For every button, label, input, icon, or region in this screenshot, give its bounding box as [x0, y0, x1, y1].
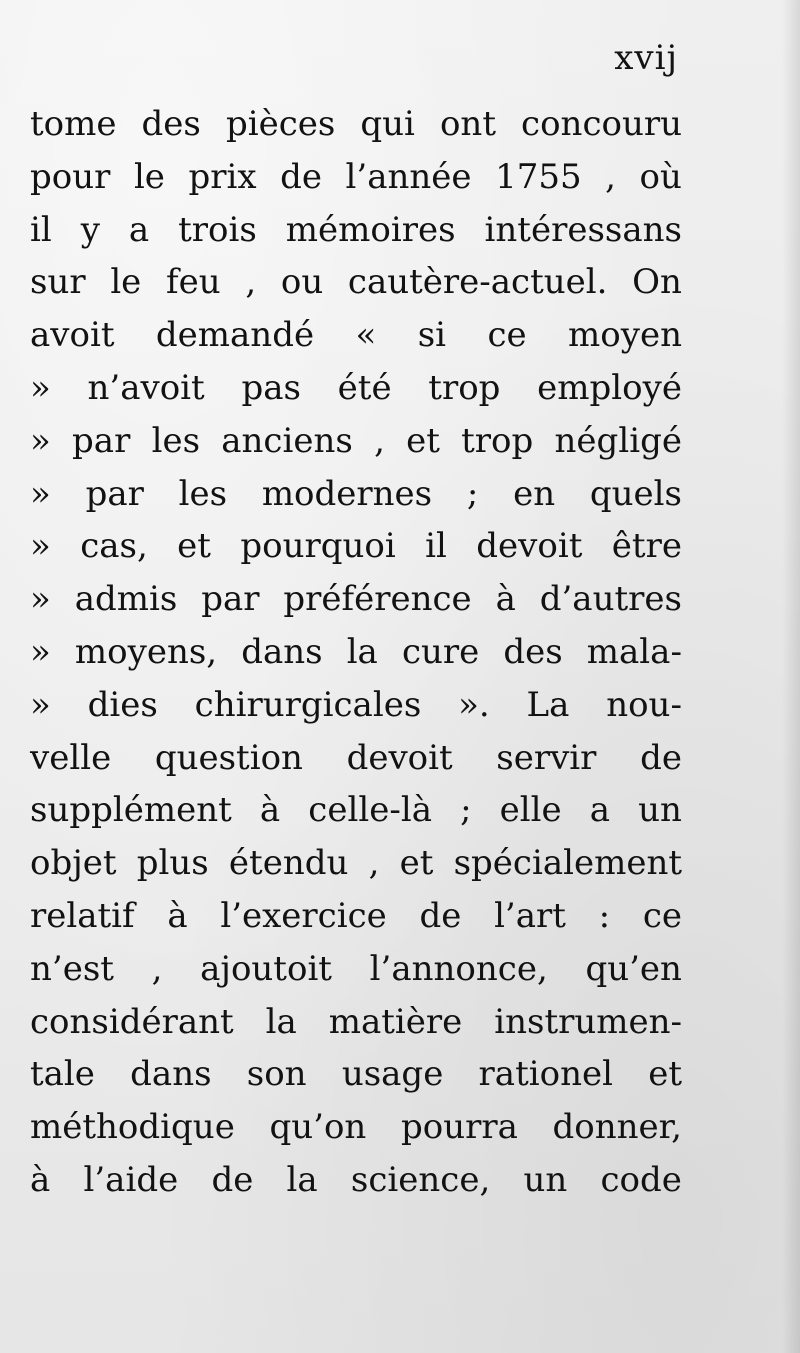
word: ce	[487, 315, 527, 356]
word: sur	[30, 262, 86, 303]
word: n’est	[30, 948, 114, 989]
word: «	[355, 315, 377, 356]
word: intéressans	[484, 209, 682, 250]
word: la	[346, 631, 378, 672]
page-edge-shadow	[782, 0, 800, 1353]
word: méthodique	[30, 1107, 235, 1148]
word: trois	[178, 209, 257, 250]
text-line	[30, 996, 682, 1049]
word: plus	[136, 843, 209, 884]
word: relatif	[30, 895, 135, 936]
word: »	[30, 526, 51, 567]
word: qu’on	[269, 1107, 367, 1148]
word: pour	[30, 156, 111, 197]
word: supplément	[30, 790, 232, 831]
word: l’aide	[83, 1159, 179, 1200]
text-line	[30, 890, 682, 943]
word: modernes	[261, 473, 433, 514]
text-line	[30, 573, 682, 626]
word: considérant	[30, 1001, 234, 1042]
word: science,	[350, 1159, 491, 1200]
word: négligé	[554, 420, 682, 461]
text-line	[30, 362, 682, 415]
word: étendu	[228, 843, 349, 884]
word: et	[177, 526, 211, 567]
word: en	[513, 473, 556, 514]
word: spécialement	[453, 843, 682, 884]
word: des	[141, 104, 201, 144]
word: trop	[428, 367, 501, 408]
word: n’avoit	[87, 367, 205, 408]
text-line	[30, 732, 682, 785]
word: code	[600, 1159, 682, 1200]
text-line	[30, 415, 682, 468]
word: a	[128, 209, 150, 250]
word: la	[265, 1001, 297, 1042]
word: mémoires	[285, 209, 456, 250]
word: servir	[496, 737, 597, 778]
word: de	[640, 737, 682, 778]
word: et	[399, 843, 434, 884]
word: ;	[460, 790, 472, 831]
word: à	[259, 790, 281, 831]
word: »	[30, 420, 51, 461]
page-number: xvij	[614, 38, 678, 78]
word: été	[337, 367, 392, 408]
word: préférence	[283, 579, 472, 620]
word: devoit	[476, 526, 583, 567]
word: ont	[439, 104, 496, 144]
word: employé	[537, 367, 682, 408]
word: par	[72, 420, 131, 461]
text-line	[30, 1048, 682, 1101]
word: il	[425, 526, 447, 567]
word: par	[201, 579, 260, 620]
word: ajoutoit	[200, 948, 332, 989]
word: On	[632, 262, 682, 303]
word: concouru	[521, 104, 682, 144]
word: cure	[401, 631, 480, 672]
word: mala-	[586, 631, 682, 672]
word: ;	[466, 473, 479, 514]
text-line	[30, 520, 682, 573]
word: des	[503, 631, 563, 672]
text-line	[30, 468, 682, 521]
word: feu	[166, 262, 221, 303]
word: l’exercice	[220, 895, 387, 936]
word: ,	[368, 843, 380, 884]
word: son	[246, 1054, 307, 1095]
word: de	[211, 1159, 254, 1200]
word: ce	[642, 895, 682, 936]
word: usage	[341, 1054, 444, 1095]
word: dans	[130, 1054, 212, 1095]
word: cautère-actuel.	[347, 262, 608, 303]
word: velle	[30, 737, 112, 778]
word: donner,	[552, 1107, 682, 1148]
word: à	[495, 579, 516, 620]
word: ,	[605, 156, 616, 197]
word: il	[30, 209, 52, 250]
word: devoit	[346, 737, 453, 778]
word: un	[523, 1159, 568, 1200]
word: ».	[458, 684, 490, 725]
text-line	[30, 626, 682, 679]
word: quels	[589, 473, 682, 514]
word: dans	[241, 631, 323, 672]
word: celle-là	[308, 790, 432, 831]
word: si	[417, 315, 447, 356]
word: par	[85, 473, 144, 514]
word: à	[30, 1159, 51, 1200]
word: tome	[30, 104, 117, 144]
word: ou	[280, 262, 324, 303]
word: l’annonce,	[369, 948, 548, 989]
word: demandé	[155, 315, 315, 356]
word: instrumen-	[494, 1001, 682, 1042]
word: de	[419, 895, 462, 936]
word: 1755	[495, 156, 582, 197]
word: être	[611, 526, 682, 567]
word: le	[110, 262, 142, 303]
word: pourquoi	[240, 526, 396, 567]
word: »	[30, 684, 51, 725]
body-text	[30, 98, 682, 1207]
word: question	[154, 737, 303, 778]
text-line	[30, 1101, 682, 1154]
word: et	[406, 420, 440, 461]
word: pièces	[225, 104, 336, 144]
word: le	[133, 156, 165, 197]
word: a	[589, 790, 611, 831]
word: l’année	[345, 156, 472, 197]
word: chirurgicales	[194, 684, 422, 725]
word: La	[526, 684, 570, 725]
word: »	[30, 579, 51, 620]
word: qu’en	[585, 948, 682, 989]
word: trop	[461, 420, 534, 461]
word: qui	[360, 104, 415, 144]
word: tale	[30, 1054, 95, 1095]
word: avoit	[30, 315, 115, 356]
word: la	[286, 1159, 318, 1200]
word: pas	[241, 367, 301, 408]
word: nou-	[606, 684, 682, 725]
text-line	[30, 1154, 682, 1207]
word: les	[178, 473, 228, 514]
word: les	[151, 420, 201, 461]
text-line	[30, 98, 682, 151]
word: et	[648, 1054, 682, 1095]
word: admis	[74, 579, 178, 620]
word: :	[598, 895, 611, 936]
word: matière	[328, 1001, 463, 1042]
word: d’autres	[539, 579, 682, 620]
text-line	[30, 679, 682, 732]
word: y	[80, 209, 100, 250]
word: elle	[499, 790, 562, 831]
word: ,	[374, 420, 385, 461]
word: où	[639, 156, 682, 197]
text-line	[30, 151, 682, 204]
word: objet	[30, 843, 117, 884]
text-line	[30, 309, 682, 362]
text-line	[30, 204, 682, 257]
word: pourra	[400, 1107, 518, 1148]
word: moyen	[568, 315, 682, 356]
word: de	[280, 156, 322, 197]
word: rationel	[478, 1054, 613, 1095]
word: à	[167, 895, 188, 936]
word: dies	[87, 684, 158, 725]
word: moyens,	[74, 631, 218, 672]
word: »	[30, 473, 51, 514]
word: l’art	[494, 895, 566, 936]
word: ,	[245, 262, 257, 303]
word: prix	[188, 156, 257, 197]
word: anciens	[221, 420, 353, 461]
word: »	[30, 367, 51, 408]
word: cas,	[80, 526, 148, 567]
text-line	[30, 837, 682, 890]
word: un	[638, 790, 682, 831]
word: ,	[151, 948, 163, 989]
text-line	[30, 784, 682, 837]
text-line	[30, 943, 682, 996]
word: »	[30, 631, 51, 672]
text-line	[30, 256, 682, 309]
